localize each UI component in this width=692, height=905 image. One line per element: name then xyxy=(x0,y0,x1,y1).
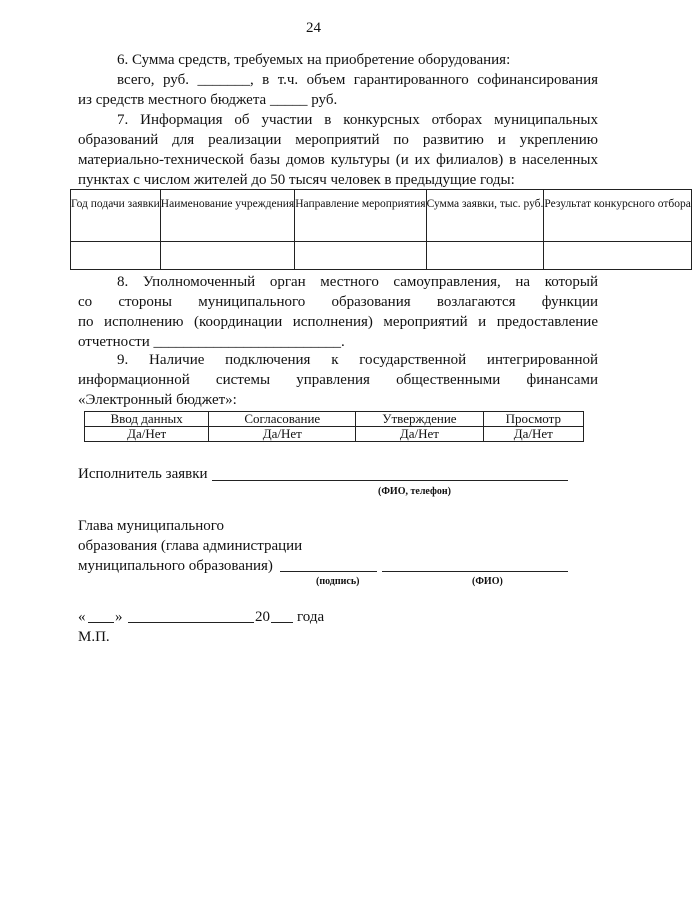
value-confirmation[interactable]: Да/Нет xyxy=(356,427,483,442)
cell-year[interactable] xyxy=(71,242,161,270)
budget-system-table xyxy=(84,411,584,442)
date-day-line[interactable] xyxy=(88,622,114,623)
signature-caption: (подпись) xyxy=(316,576,360,587)
header-year: Год подачи заявки xyxy=(71,190,161,242)
header-institution: Наименование учреждения xyxy=(160,190,294,242)
participation-table xyxy=(70,189,692,270)
executor-caption: (ФИО, телефон) xyxy=(378,486,452,497)
cell-institution[interactable] xyxy=(160,242,294,270)
cell-result[interactable] xyxy=(544,242,691,270)
item8-line1: 8. Уполномоченный орган местного самоуправления, на который xyxy=(117,274,598,290)
header-direction: Направление мероприятия xyxy=(295,190,426,242)
item7-line2: образований для реализации мероприятий по развитию и укреплению xyxy=(78,132,598,148)
item9-line2: информационной системы управления общественными финансами xyxy=(78,372,598,388)
stamp-label: М.П. xyxy=(78,629,110,645)
item8-line4: отчетности _________________________. xyxy=(78,334,345,350)
head-line1: Глава муниципального xyxy=(78,518,225,534)
value-approval[interactable]: Да/Нет xyxy=(209,427,356,442)
date-year-prefix: 20 xyxy=(255,609,270,625)
header-confirmation: Утверждение xyxy=(356,412,483,427)
name-caption: (ФИО) xyxy=(472,576,503,587)
item9-line3: «Электронный бюджет»: xyxy=(78,392,237,408)
executor-line[interactable] xyxy=(212,480,568,481)
item7-line1: 7. Информация об участии в конкурсных отборах муниципальных xyxy=(117,112,598,128)
date-year-suffix: года xyxy=(297,609,325,625)
name-line[interactable] xyxy=(382,571,568,572)
header-sum: Сумма заявки, тыс. руб. xyxy=(426,190,544,242)
item8-line3: по исполнению (координации исполнения) мероприятий и предоставление xyxy=(78,314,598,330)
date-open-quote: « xyxy=(78,609,86,625)
executor-label: Исполнитель заявки xyxy=(78,466,208,482)
item8-line2: со стороны муниципального образования возлагаются функции xyxy=(78,294,598,310)
cell-sum[interactable] xyxy=(426,242,544,270)
item6-title: 6. Сумма средств, требуемых на приобретение оборудования: xyxy=(117,52,511,68)
date-year-line[interactable] xyxy=(271,622,293,623)
item9-line1: 9. Наличие подключения к государственной интегрированной xyxy=(117,352,598,368)
header-approval: Согласование xyxy=(209,412,356,427)
date-month-line[interactable] xyxy=(128,622,254,623)
head-line3: муниципального образования) xyxy=(78,558,273,574)
item7-line4: пунктах с числом жителей до 50 тысяч человек в предыдущие годы: xyxy=(78,172,515,188)
header-result: Результат конкурсного отбора xyxy=(544,190,691,242)
item7-line3: материально-технической базы домов культуры (и их филиалов) в населенных xyxy=(78,152,598,168)
item6-line3: из средств местного бюджета _____ руб. xyxy=(78,92,338,108)
signature-line[interactable] xyxy=(280,571,377,572)
value-data-entry[interactable]: Да/Нет xyxy=(85,427,209,442)
head-line2: образования (глава администрации xyxy=(78,538,303,554)
item6-line2: всего, руб. _______, в т.ч. объем гарантированного софинансирования xyxy=(117,72,598,88)
date-close-quote: » xyxy=(115,609,123,625)
cell-direction[interactable] xyxy=(295,242,426,270)
value-view[interactable]: Да/Нет xyxy=(483,427,583,442)
header-data-entry: Ввод данных xyxy=(85,412,209,427)
page-number: 24 xyxy=(306,20,321,36)
header-view: Просмотр xyxy=(483,412,583,427)
